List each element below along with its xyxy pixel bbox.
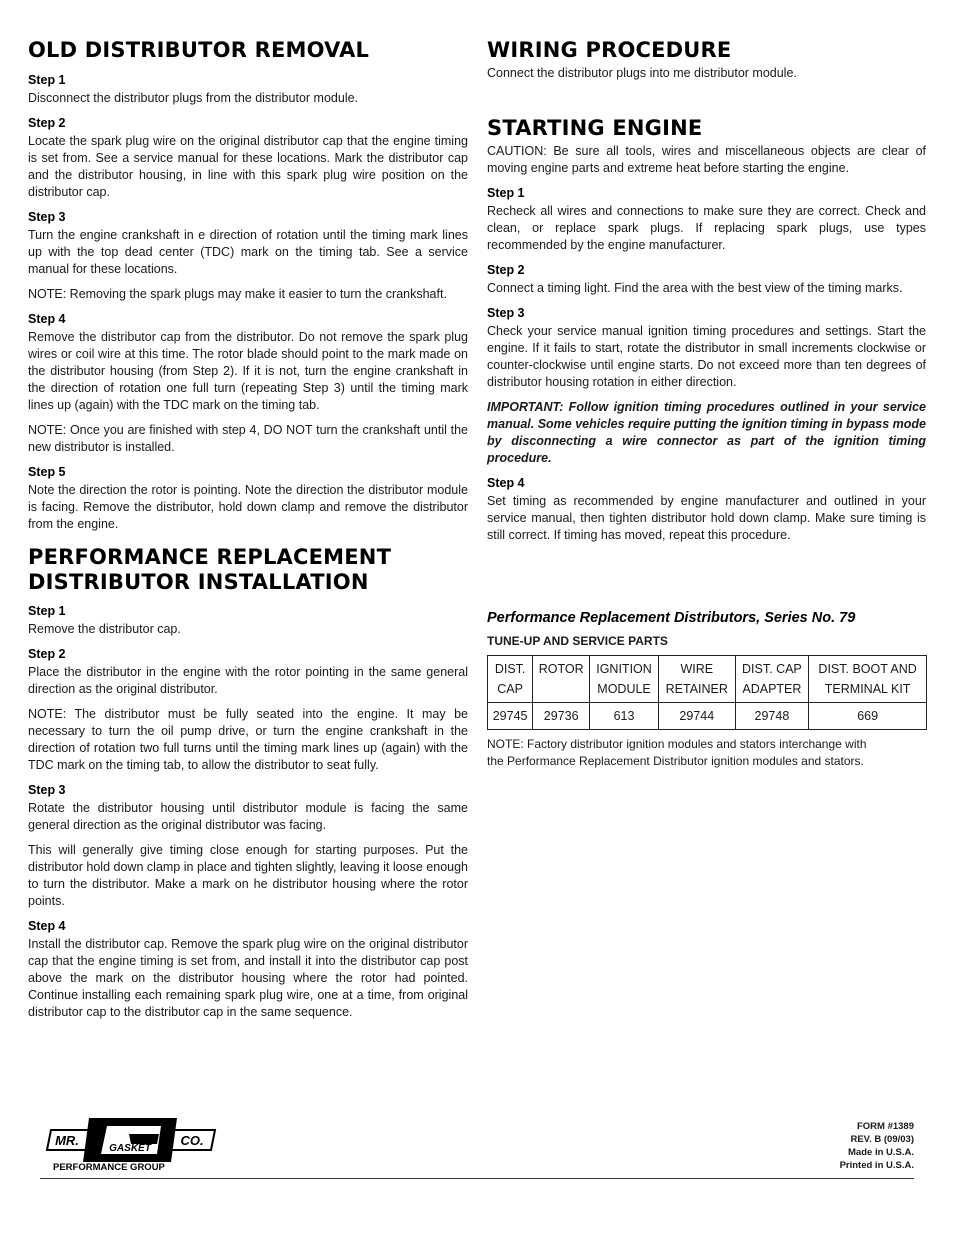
step-text: Recheck all wires and connections to make sure they are correct. Check and clean, or replace spark plugs. If replacing spark plugs, use types recommended by the engine manufacturer. [487, 204, 926, 252]
logo-gasket-text: GASKET [109, 1143, 151, 1154]
series-title: Performance Replacement Distributors, Series No. 79 [487, 610, 856, 626]
table-note-line: the Performance Replacement Distributor ignition modules and stators. [487, 754, 864, 768]
section-title: OLD DISTRIBUTOR REMOVAL [28, 38, 370, 62]
section-title [28, 545, 468, 595]
logo-mr-text: MR. [55, 1133, 79, 1148]
table-cell: 613 [590, 703, 659, 730]
header-line: DIST. CAP [742, 662, 802, 676]
step-text: Check your service manual ignition timing procedures and settings. Start the engine. If it fails to start, rotate the distributor in small increments clockwise or counter-clockwise until engine starts. Do not exceed more than ten degrees of distributor housing rotation in either direction. [487, 324, 926, 389]
footer-divider [40, 1178, 914, 1179]
header-line: DIST. BOOT AND [818, 662, 917, 676]
logo-group-text: PERFORMANCE GROUP [53, 1162, 165, 1173]
table-note [487, 736, 926, 770]
step-label: Step 1 [487, 186, 525, 200]
table-header-cell [533, 656, 590, 703]
right-column [487, 38, 926, 770]
step-text: This will generally give timing close enough for starting purposes. Put the distributor hold down clamp in place and tighten slightly, leaving it loose enough to turn the distributor. Make a mark on he distributor housing where the rotor points. [28, 843, 468, 908]
step-text: Place the distributor in the engine with the rotor pointing in the same general direction as the original distributor. [28, 665, 468, 696]
header-line: TERMINAL KIT [824, 682, 911, 696]
table-header-cell [488, 656, 533, 703]
printed-in: Printed in U.S.A. [839, 1160, 914, 1171]
step-text: Remove the distributor cap from the distributor. Do not remove the spark plug wires or coil wire at this time. The rotor blade should point to the mark made on the distributor housing (from Step 2). If it is not, turn the engine crankshaft in the direction of rotation one full turn (repeating Step 3) until the timing mark lines up (again) with the TDC mark on the timing tab. [28, 330, 468, 412]
header-line: RETAINER [665, 682, 728, 696]
form-number: FORM #1389 [856, 1121, 914, 1132]
header-line: ADAPTER [742, 682, 802, 696]
installation-section [28, 545, 468, 1021]
step-label: Step 4 [28, 919, 66, 933]
table-cell: 29748 [735, 703, 809, 730]
parts-table-label: TUNE-UP AND SERVICE PARTS [487, 634, 668, 648]
table-header-cell [809, 656, 927, 703]
step-note: NOTE: The distributor must be fully seated into the engine. It may be necessary to turn the oil pump drive, or turn the engine crankshaft in the direction of rotation two full turns until the timing mark lines up (again) with the TDC mark on the timing tab, to allow the distributor to seat fully. [28, 707, 468, 772]
step-text: Rotate the distributor housing until distributor module is facing the same general direction as the original distributor was facing. [28, 801, 468, 832]
table-row [488, 703, 927, 730]
step-label: Step 2 [28, 116, 66, 130]
parts-table [487, 655, 927, 730]
header-line: WIRE [680, 662, 714, 676]
table-note-line: NOTE: Factory distributor ignition modules and stators interchange with [487, 737, 867, 751]
caution-text: CAUTION: Be sure all tools, wires and miscellaneous objects are clear of moving engine parts and extreme heat before starting the engine. [487, 144, 926, 175]
step-text: Connect a timing light. Find the area with the best view of the timing marks. [487, 281, 903, 295]
step-text: Disconnect the distributor plugs from the distributor module. [28, 91, 359, 105]
table-cell: 29744 [658, 703, 735, 730]
wiring-procedure-section [487, 38, 926, 82]
table-header-cell [735, 656, 809, 703]
form-revision: REV. B (09/03) [850, 1134, 914, 1145]
step-label: Step 1 [28, 604, 66, 618]
old-distributor-removal-section [28, 38, 468, 533]
logo-graphic [45, 1114, 220, 1174]
table-cell: 29745 [488, 703, 533, 730]
form-info [840, 1120, 914, 1172]
left-column [28, 38, 468, 1029]
step-note: NOTE: Once you are finished with step 4, DO NOT turn the crankshaft until the new distributor is installed. [28, 423, 468, 454]
section-title: STARTING ENGINE [487, 116, 703, 140]
header-line: DIST. [494, 662, 526, 676]
section-title-line1: PERFORMANCE REPLACEMENT [28, 545, 392, 569]
table-cell: 29736 [533, 703, 590, 730]
step-text: Install the distributor cap. Remove the spark plug wire on the original distributor cap that the engine timing is set from, and install it into the distributor cap post above the mark on the distributor housing where the rotor had pointed. Continue installing each remaining spark plug wire, one at a time, from original distributor cap to the distributor cap in the same sequence. [28, 937, 468, 1019]
step-label: Step 1 [28, 73, 66, 87]
starting-engine-section [487, 116, 926, 544]
header-line: IGNITION [596, 662, 652, 676]
mr-gasket-logo [45, 1114, 220, 1174]
step-label: Step 5 [28, 465, 66, 479]
step-text: Turn the engine crankshaft in e direction of rotation until the timing mark lines up with the top dead center (TDC) mark on the timing tab. See a service manual for these locations. [28, 228, 468, 276]
step-text: Set timing as recommended by engine manufacturer and outlined in your service manual, then tighten distributor hold down clamp. Make sure timing is still correct. If timing has moved, repeat this procedure. [487, 494, 926, 542]
table-header-cell [590, 656, 659, 703]
section-title: WIRING PROCEDURE [487, 38, 732, 62]
step-text: Remove the distributor cap. [28, 622, 181, 636]
step-label: Step 4 [28, 312, 66, 326]
header-line: ROTOR [538, 662, 584, 676]
step-text: Locate the spark plug wire on the original distributor cap that the engine timing is set from. See a service manual for these locations. Mark the distributor cap and the distributor housing, in line with this spark plug wire position on the distributor cap. [28, 134, 468, 199]
step-text: Note the direction the rotor is pointing. Note the direction the distributor module is facing. Remove the distributor, hold down clamp and remove the distributor from the engine. [28, 483, 468, 531]
step-label: Step 4 [487, 476, 525, 490]
step-label: Step 3 [28, 783, 66, 797]
made-in: Made in U.S.A. [848, 1147, 914, 1158]
service-parts-section [487, 610, 926, 770]
step-label: Step 3 [28, 210, 66, 224]
step-note: NOTE: Removing the spark plugs may make it easier to turn the crankshaft. [28, 287, 447, 301]
header-line: MODULE [597, 682, 651, 696]
important-note: IMPORTANT: Follow ignition timing procedures outlined in your service manual. Some vehicles require putting the ignition timing in bypass mode by disconnecting a wire connector as part of the ignition timing procedure. [487, 400, 926, 465]
table-header-cell [658, 656, 735, 703]
step-label: Step 2 [487, 263, 525, 277]
step-label: Step 2 [28, 647, 66, 661]
step-label: Step 3 [487, 306, 525, 320]
logo-co-text: CO. [180, 1133, 204, 1148]
table-header-row [488, 656, 927, 703]
section-title-line2: DISTRIBUTOR INSTALLATION [28, 570, 369, 594]
section-text: Connect the distributor plugs into me distributor module. [487, 66, 797, 80]
header-line: CAP [497, 682, 523, 696]
table-cell: 669 [809, 703, 927, 730]
